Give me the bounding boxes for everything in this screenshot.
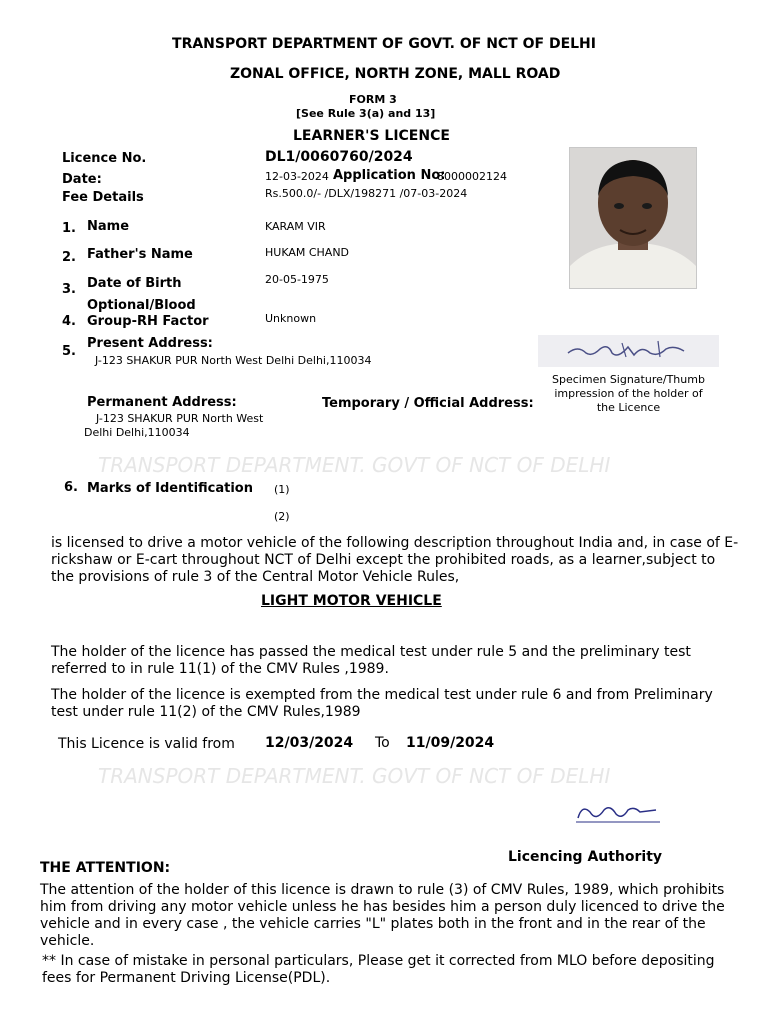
blood-group-label-line2: Group-RH Factor: [87, 314, 209, 329]
application-number-label: Application No:: [333, 168, 446, 183]
field-number: 3.: [62, 282, 76, 297]
field-number: 5.: [62, 344, 76, 359]
signature-caption-line2: impression of the holder of: [554, 387, 703, 400]
licencing-authority: Licencing Authority: [508, 849, 663, 865]
form-number: FORM 3: [349, 93, 397, 106]
valid-from-date: 12/03/2024: [265, 735, 354, 751]
permanent-address-line2: Delhi Delhi,110034: [84, 426, 190, 439]
permanent-address-line1: J-123 SHAKUR PUR North West: [96, 412, 264, 425]
present-address-value: J-123 SHAKUR PUR North West Delhi Delhi,110034: [95, 354, 372, 367]
signature-icon: [538, 335, 719, 367]
valid-to-date: 11/09/2024: [406, 735, 495, 751]
holder-signature: [538, 335, 719, 367]
fathers-name-value: HUKAM CHAND: [265, 246, 350, 259]
field-number: 6.: [64, 480, 78, 495]
identification-mark-1: (1): [274, 483, 290, 496]
attention-body: The attention of the holder of this licence is drawn to rule (3) of CMV Rules, 1989, which prohibits him from driving any motor vehicle unless he has besides him a person duly licenced to drive the vehicle and in every case , the vehicle carries "L" plates both in the front and in the rear of the vehicle.: [40, 882, 725, 949]
dob-value: 20-05-1975: [265, 273, 329, 286]
watermark: TRANSPORT DEPARTMENT. GOVT OF NCT OF DELHI: [98, 764, 611, 788]
signature-icon: [568, 798, 664, 830]
licence-statement: is licensed to drive a motor vehicle of the following description throughout India and, in case of E-rickshaw or E-cart throughout NCT of Delhi except the prohibited roads, as a learner,subject to the provisions of rule 3 of the Central Motor Vehicle Rules,: [51, 535, 739, 585]
identification-mark-2: (2): [274, 510, 290, 523]
field-number: 4.: [62, 314, 76, 329]
blood-group-value: Unknown: [265, 312, 317, 325]
dob-label: Date of Birth: [87, 276, 182, 291]
attention-title: THE ATTENTION:: [40, 860, 171, 876]
document-title: LEARNER'S LICENCE: [293, 128, 450, 144]
fathers-name-label: Father's Name: [87, 247, 193, 262]
watermark: TRANSPORT DEPARTMENT. GOVT OF NCT OF DELHI: [98, 453, 611, 477]
person-portrait-icon: [570, 148, 696, 288]
rule-reference: [See Rule 3(a) and 13]: [296, 107, 436, 120]
office-heading: ZONAL OFFICE, NORTH ZONE, MALL ROAD: [230, 66, 561, 82]
field-number: 2.: [62, 250, 76, 265]
fee-details-label: Fee Details: [62, 190, 144, 205]
name-value: KARAM VIR: [265, 220, 326, 233]
signature-caption-line1: Specimen Signature/Thumb: [552, 373, 705, 386]
fee-details: Rs.500.0/- /DLX/198271 /07-03-2024: [265, 187, 468, 200]
date-label: Date:: [62, 172, 102, 187]
permanent-address-label: Permanent Address:: [87, 395, 237, 410]
medical-passed-statement: The holder of the licence has passed the medical test under rule 5 and the preliminary test referred to in rule 11(1) of the CMV Rules ,1989.: [51, 644, 691, 677]
authority-signature: [568, 798, 664, 830]
department-heading: TRANSPORT DEPARTMENT OF GOVT. OF NCT OF DELHI: [172, 36, 596, 52]
attention-note: ** In case of mistake in personal particulars, Please get it corrected from MLO before depositing fees for Permanent Driving License(PDL).: [42, 953, 715, 986]
licence-number-label: Licence No.: [62, 151, 147, 166]
issue-date: 12-03-2024: [265, 170, 329, 183]
validity-to-label: To: [375, 735, 390, 751]
identification-marks-label: Marks of Identification: [87, 481, 253, 496]
blood-group-label-line1: Optional/Blood: [87, 298, 196, 313]
temporary-address-label: Temporary / Official Address:: [322, 396, 534, 411]
validity-label: This Licence is valid from: [58, 736, 235, 752]
medical-exempt-statement: The holder of the licence is exempted from the medical test under rule 6 and from Preliminary test under rule 11(2) of the CMV Rules,1989: [51, 687, 713, 720]
holder-photo: [569, 147, 697, 289]
licence-number: DL1/0060760/2024: [265, 149, 413, 165]
vehicle-class: LIGHT MOTOR VEHICLE: [261, 593, 442, 609]
application-number: 8000002124: [437, 170, 507, 183]
field-number: 1.: [62, 221, 76, 236]
signature-caption-line3: the Licence: [596, 401, 661, 414]
present-address-label: Present Address:: [87, 336, 213, 351]
name-label: Name: [87, 219, 130, 234]
